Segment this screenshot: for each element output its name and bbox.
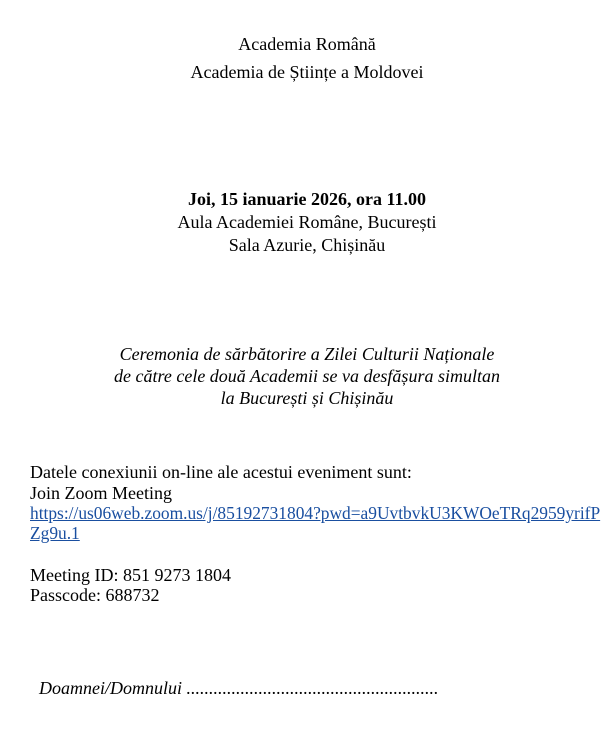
meeting-id: Meeting ID: 851 9273 1804 <box>30 565 231 585</box>
event-date-time: Joi, 15 ianuarie 2026, ora 11.00 <box>188 189 426 209</box>
join-zoom-label: Join Zoom Meeting <box>30 483 172 503</box>
zoom-link-line-1[interactable]: https://us06web.zoom.us/j/85192731804?pwd=a9UvtbvkU3KWOeTRq2959yrifP <box>30 503 601 523</box>
passcode: Passcode: 688732 <box>30 585 160 605</box>
description-line-3: la București și Chișinău <box>220 388 394 408</box>
connection-intro: Datele conexiunii on-line ale acestui eveniment sunt: <box>30 462 412 482</box>
event-venue-chisinau: Sala Azurie, Chișinău <box>228 235 386 255</box>
zoom-link-line-2[interactable]: Zg9u.1 <box>30 523 80 543</box>
description-line-1: Ceremonia de sărbătorire a Zilei Culturii Naționale <box>119 344 495 364</box>
addressee-line: Doamnei/Domnului ........................................................ <box>39 678 439 698</box>
institution-moldova-academy: Academia de Științe a Moldovei <box>190 62 424 82</box>
event-venue-bucharest: Aula Academiei Române, București <box>177 212 437 232</box>
description-line-2: de către cele două Academii se va desfășura simultan <box>114 366 500 386</box>
institution-romanian-academy: Academia Română <box>238 34 376 54</box>
